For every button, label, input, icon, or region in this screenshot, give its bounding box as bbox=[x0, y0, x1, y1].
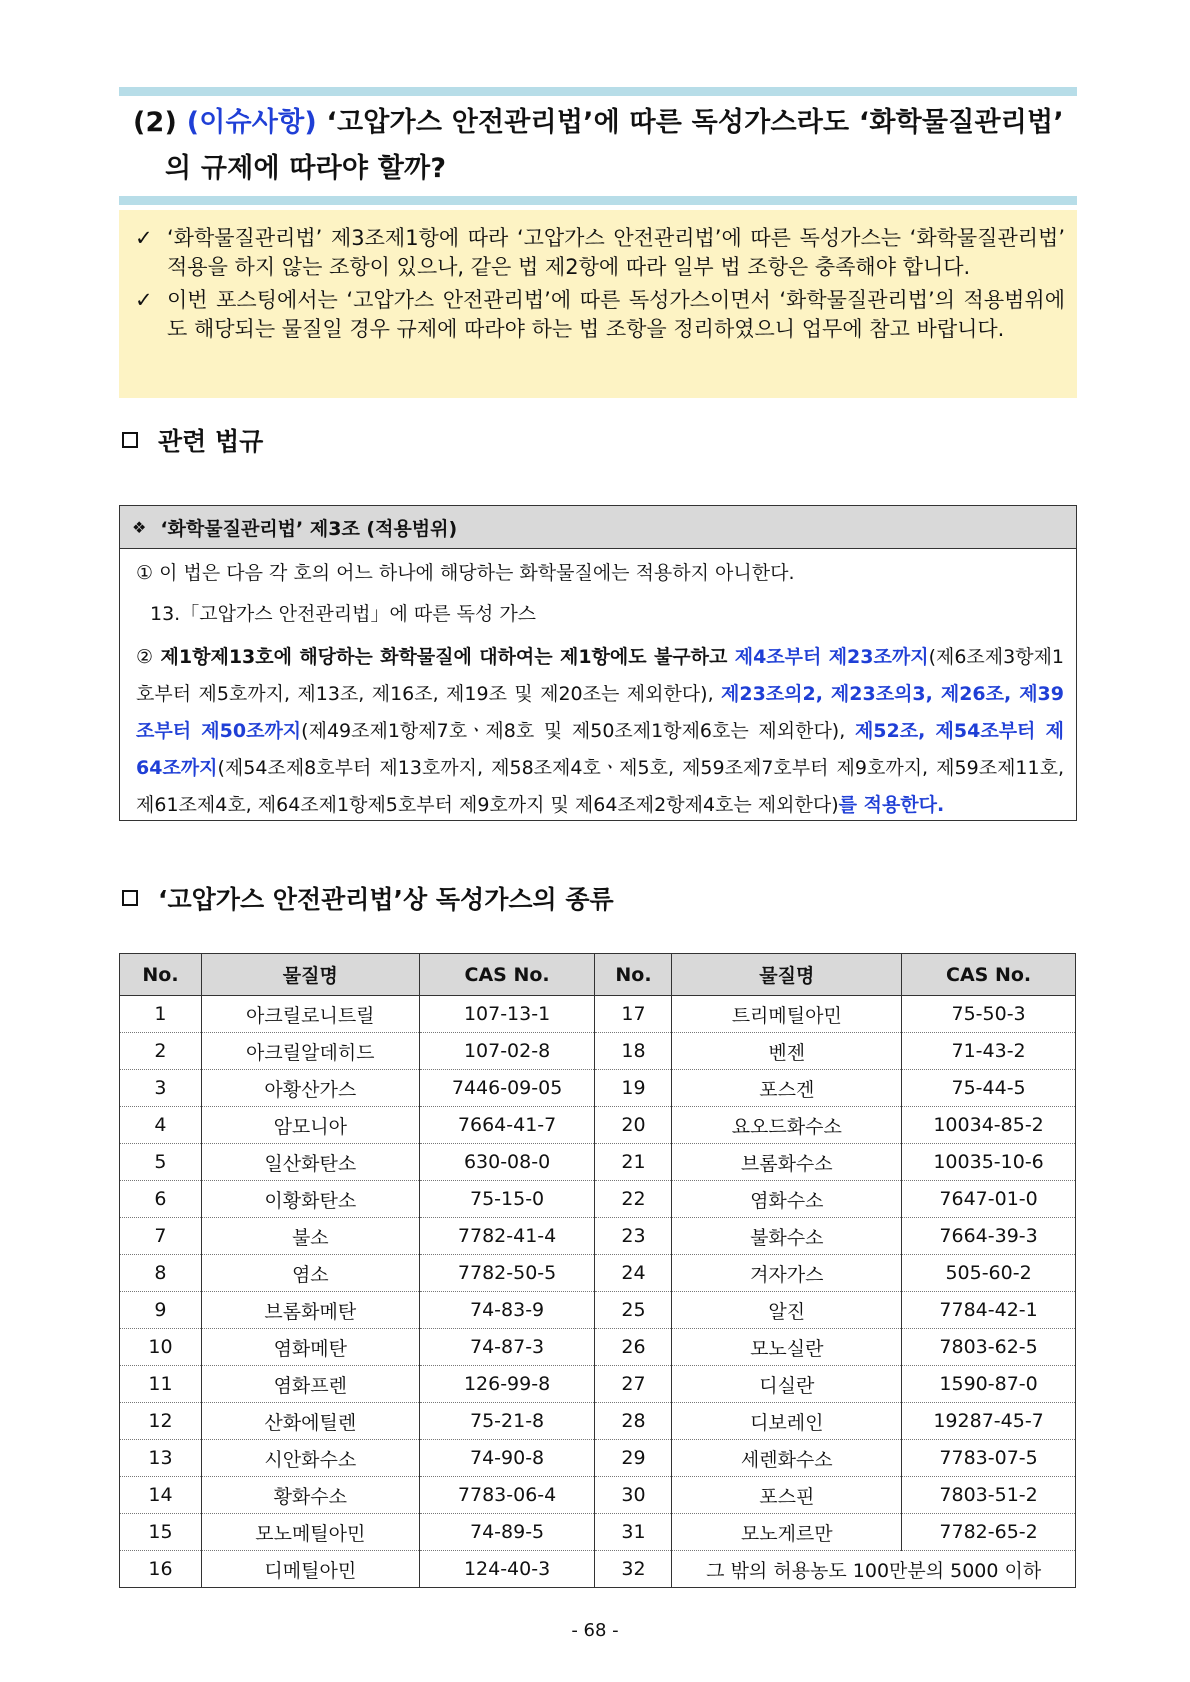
summary-text: ‘화학물질관리법’ 제3조제1항에 따라 ‘고압가스 안전관리법’에 따른 독성가스는 ‘화학물질관리법’ 적용을 하지 않는 조항이 있으나, 같은 법 제2항에 따라 일부 법 조항은 충족해야 합니다. bbox=[167, 226, 1065, 279]
title-tag: (이슈사항) bbox=[186, 107, 317, 138]
law-heading-text: ‘화학물질관리법’ 제3조 (적용범위) bbox=[160, 517, 458, 540]
table-cell: 요오드화수소 bbox=[672, 1107, 902, 1144]
table-cell: 8 bbox=[120, 1255, 202, 1292]
table-cell: 포스겐 bbox=[672, 1070, 902, 1107]
table-cell: 30 bbox=[595, 1477, 672, 1514]
table-cell: 3 bbox=[120, 1070, 202, 1107]
column-header: CAS No. bbox=[902, 954, 1076, 996]
table-cell: 11 bbox=[120, 1366, 202, 1403]
table-cell: 13 bbox=[120, 1440, 202, 1477]
table-cell: 21 bbox=[595, 1144, 672, 1181]
section-heading-related-law bbox=[122, 422, 263, 458]
column-header: No. bbox=[595, 954, 672, 996]
table-cell: 124-40-3 bbox=[419, 1551, 595, 1588]
table-header-row bbox=[120, 954, 1076, 996]
law-paragraph-1: ① 이 법은 다음 각 호의 어느 하나에 해당하는 화학물질에는 적용하지 아니한다. bbox=[136, 562, 795, 584]
table-cell: 7783-07-5 bbox=[902, 1440, 1076, 1477]
table-cell: 7782-65-2 bbox=[902, 1514, 1076, 1551]
table-cell: 16 bbox=[120, 1551, 202, 1588]
table-cell: 브롬화수소 bbox=[672, 1144, 902, 1181]
title-line2: 의 규제에 따라야 할까? bbox=[165, 153, 447, 184]
table-cell: 7664-41-7 bbox=[419, 1107, 595, 1144]
table-cell: 7647-01-0 bbox=[902, 1181, 1076, 1218]
table-cell: 630-08-0 bbox=[419, 1144, 595, 1181]
table-cell: 6 bbox=[120, 1181, 202, 1218]
table-cell: 세렌화수소 bbox=[672, 1440, 902, 1477]
table-cell: 74-90-8 bbox=[419, 1440, 595, 1477]
summary-text: 이번 포스팅에서는 ‘고압가스 안전관리법’에 따른 독성가스이면서 ‘화학물질관리법’의 적용범위에도 해당되는 물질일 경우 규제에 따라야 하는 법 조항을 정리하였으니 업무에 참고 바랍니다. bbox=[167, 288, 1065, 341]
column-header: 물질명 bbox=[672, 954, 902, 996]
table-cell: 아크릴알데히드 bbox=[201, 1033, 419, 1070]
table-cell: 불소 bbox=[201, 1218, 419, 1255]
table-cell: 29 bbox=[595, 1440, 672, 1477]
table-row bbox=[120, 1514, 1076, 1551]
law-heading bbox=[120, 506, 1076, 549]
table-cell: 겨자가스 bbox=[672, 1255, 902, 1292]
table-row bbox=[120, 1440, 1076, 1477]
table-cell: 모노실란 bbox=[672, 1329, 902, 1366]
column-header: No. bbox=[120, 954, 202, 996]
section-heading-text: ‘고압가스 안전관리법’상 독성가스의 종류 bbox=[158, 885, 614, 914]
law-p2-ref: 제23조의2, 제23조의3, 제26조, 제39조부터 제50조까지 bbox=[136, 683, 1064, 742]
section-heading-gas-types bbox=[122, 880, 614, 916]
title-bottom-bar bbox=[119, 196, 1077, 205]
table-cell: 시안화수소 bbox=[201, 1440, 419, 1477]
table-cell: 25 bbox=[595, 1292, 672, 1329]
check-icon: ✓ bbox=[135, 288, 153, 312]
section-heading-text: 관련 법규 bbox=[158, 427, 264, 456]
table-cell: 포스핀 bbox=[672, 1477, 902, 1514]
table-row bbox=[120, 1329, 1076, 1366]
table-cell: 7803-51-2 bbox=[902, 1477, 1076, 1514]
table-cell: 7 bbox=[120, 1218, 202, 1255]
table-cell: 10 bbox=[120, 1329, 202, 1366]
table-cell: 7783-06-4 bbox=[419, 1477, 595, 1514]
table-cell: 트리메틸아민 bbox=[672, 996, 902, 1033]
law-p2-conclusion: 를 적용한다. bbox=[838, 794, 945, 816]
table-row bbox=[120, 1366, 1076, 1403]
table-cell: 23 bbox=[595, 1218, 672, 1255]
table-note-cell: 그 밖의 허용농도 100만분의 5000 이하 bbox=[672, 1551, 1076, 1588]
law-body bbox=[120, 549, 1076, 824]
table-cell: 31 bbox=[595, 1514, 672, 1551]
law-box bbox=[119, 505, 1077, 821]
table-cell: 염화수소 bbox=[672, 1181, 902, 1218]
table-cell: 디보레인 bbox=[672, 1403, 902, 1440]
table-cell: 75-15-0 bbox=[419, 1181, 595, 1218]
table-cell: 19287-45-7 bbox=[902, 1403, 1076, 1440]
table-cell: 12 bbox=[120, 1403, 202, 1440]
section-title bbox=[119, 87, 1077, 205]
law-p2-exception: (제6조제3항제1호부터 제5호까지, 제13조, 제16조, 제19조 및 제20조는 제외한다), bbox=[136, 646, 1065, 705]
table-cell: 브롬화메탄 bbox=[201, 1292, 419, 1329]
table-cell: 모노게르만 bbox=[672, 1514, 902, 1551]
table-cell: 74-89-5 bbox=[419, 1514, 595, 1551]
law-paragraph-2 bbox=[136, 639, 1064, 824]
table-cell: 18 bbox=[595, 1033, 672, 1070]
table-cell: 24 bbox=[595, 1255, 672, 1292]
table-cell: 7782-50-5 bbox=[419, 1255, 595, 1292]
table-cell: 10034-85-2 bbox=[902, 1107, 1076, 1144]
table-row bbox=[120, 1292, 1076, 1329]
law-item-13: 13.「고압가스 안전관리법」에 따른 독성 가스 bbox=[150, 603, 537, 625]
table-cell: 22 bbox=[595, 1181, 672, 1218]
table-cell: 7782-41-4 bbox=[419, 1218, 595, 1255]
title-line1: ‘고압가스 안전관리법’에 따른 독성가스라도 ‘화학물질관리법’ bbox=[326, 107, 1064, 138]
table-cell: 7664-39-3 bbox=[902, 1218, 1076, 1255]
table-cell: 126-99-8 bbox=[419, 1366, 595, 1403]
table-cell: 26 bbox=[595, 1329, 672, 1366]
square-bullet-icon bbox=[122, 890, 138, 906]
table-row bbox=[120, 1181, 1076, 1218]
table-cell: 7803-62-5 bbox=[902, 1329, 1076, 1366]
square-bullet-icon bbox=[122, 432, 138, 448]
table-cell: 71-43-2 bbox=[902, 1033, 1076, 1070]
law-p2-circle: ② bbox=[136, 646, 161, 668]
table-cell: 디실란 bbox=[672, 1366, 902, 1403]
table-row bbox=[120, 1218, 1076, 1255]
table-cell: 5 bbox=[120, 1144, 202, 1181]
table-cell: 황화수소 bbox=[201, 1477, 419, 1514]
summary-box bbox=[119, 210, 1077, 398]
law-p2-exception: (제54조제8호부터 제13호까지, 제58조제4호ㆍ제5호, 제59조제7호부터 제9호까지, 제59조제11호, 제61조제4호, 제64조제1항제5호부터 제9호까지 및 제64조제2항제4호는 제외한다) bbox=[136, 757, 1064, 816]
table-cell: 7784-42-1 bbox=[902, 1292, 1076, 1329]
table-cell: 이황화탄소 bbox=[201, 1181, 419, 1218]
title-number: (2) bbox=[133, 107, 178, 138]
table-row bbox=[120, 1477, 1076, 1514]
table-cell: 아황산가스 bbox=[201, 1070, 419, 1107]
table-cell: 벤젠 bbox=[672, 1033, 902, 1070]
table-row bbox=[120, 1144, 1076, 1181]
table-cell: 74-83-9 bbox=[419, 1292, 595, 1329]
table-cell: 염화프렌 bbox=[201, 1366, 419, 1403]
table-cell: 74-87-3 bbox=[419, 1329, 595, 1366]
title-top-bar bbox=[119, 87, 1077, 96]
table-row bbox=[120, 996, 1076, 1033]
law-p2-exception: (제49조제1항제7호ㆍ제8호 및 제50조제1항제6호는 제외한다), bbox=[301, 720, 855, 742]
table-cell: 일산화탄소 bbox=[201, 1144, 419, 1181]
table-cell: 17 bbox=[595, 996, 672, 1033]
table-cell: 15 bbox=[120, 1514, 202, 1551]
table-row bbox=[120, 1255, 1076, 1292]
table-cell: 107-13-1 bbox=[419, 996, 595, 1033]
table-cell: 32 bbox=[595, 1551, 672, 1588]
table-cell: 염화메탄 bbox=[201, 1329, 419, 1366]
page-title bbox=[119, 96, 1077, 196]
table-row bbox=[120, 1403, 1076, 1440]
summary-item bbox=[135, 224, 1065, 282]
table-cell: 10035-10-6 bbox=[902, 1144, 1076, 1181]
table-cell: 75-44-5 bbox=[902, 1070, 1076, 1107]
table-cell: 505-60-2 bbox=[902, 1255, 1076, 1292]
table-cell: 1 bbox=[120, 996, 202, 1033]
column-header: 물질명 bbox=[201, 954, 419, 996]
law-p2-lead: 제1항제13호에 해당하는 화학물질에 대하여는 제1항에도 불구하고 bbox=[160, 646, 735, 668]
table-row bbox=[120, 1107, 1076, 1144]
table-cell: 107-02-8 bbox=[419, 1033, 595, 1070]
table-cell: 아크릴로니트릴 bbox=[201, 996, 419, 1033]
table-cell: 암모니아 bbox=[201, 1107, 419, 1144]
table-cell: 1590-87-0 bbox=[902, 1366, 1076, 1403]
table-cell: 염소 bbox=[201, 1255, 419, 1292]
table-row bbox=[120, 1033, 1076, 1070]
law-p2-ref: 제52조, 제54조부터 제64조까지 bbox=[136, 720, 1064, 779]
table-cell: 알진 bbox=[672, 1292, 902, 1329]
table-cell: 산화에틸렌 bbox=[201, 1403, 419, 1440]
page-number: - 68 - bbox=[571, 1620, 619, 1641]
table-row bbox=[120, 1551, 1076, 1588]
table-cell: 모노메틸아민 bbox=[201, 1514, 419, 1551]
table-cell: 불화수소 bbox=[672, 1218, 902, 1255]
table-cell: 4 bbox=[120, 1107, 202, 1144]
table-cell: 27 bbox=[595, 1366, 672, 1403]
table-cell: 75-21-8 bbox=[419, 1403, 595, 1440]
table-row bbox=[120, 1070, 1076, 1107]
table-cell: 20 bbox=[595, 1107, 672, 1144]
diamond-bullet-icon: ❖ bbox=[132, 517, 147, 537]
table-cell: 14 bbox=[120, 1477, 202, 1514]
summary-item bbox=[135, 286, 1065, 344]
check-icon: ✓ bbox=[135, 226, 153, 250]
table-cell: 7446-09-05 bbox=[419, 1070, 595, 1107]
table-cell: 28 bbox=[595, 1403, 672, 1440]
toxic-gas-table bbox=[119, 953, 1076, 1588]
table-cell: 2 bbox=[120, 1033, 202, 1070]
table-cell: 디메틸아민 bbox=[201, 1551, 419, 1588]
table-cell: 9 bbox=[120, 1292, 202, 1329]
column-header: CAS No. bbox=[419, 954, 595, 996]
law-p2-ref: 제4조부터 제23조까지 bbox=[734, 646, 929, 668]
table-cell: 19 bbox=[595, 1070, 672, 1107]
table-cell: 75-50-3 bbox=[902, 996, 1076, 1033]
